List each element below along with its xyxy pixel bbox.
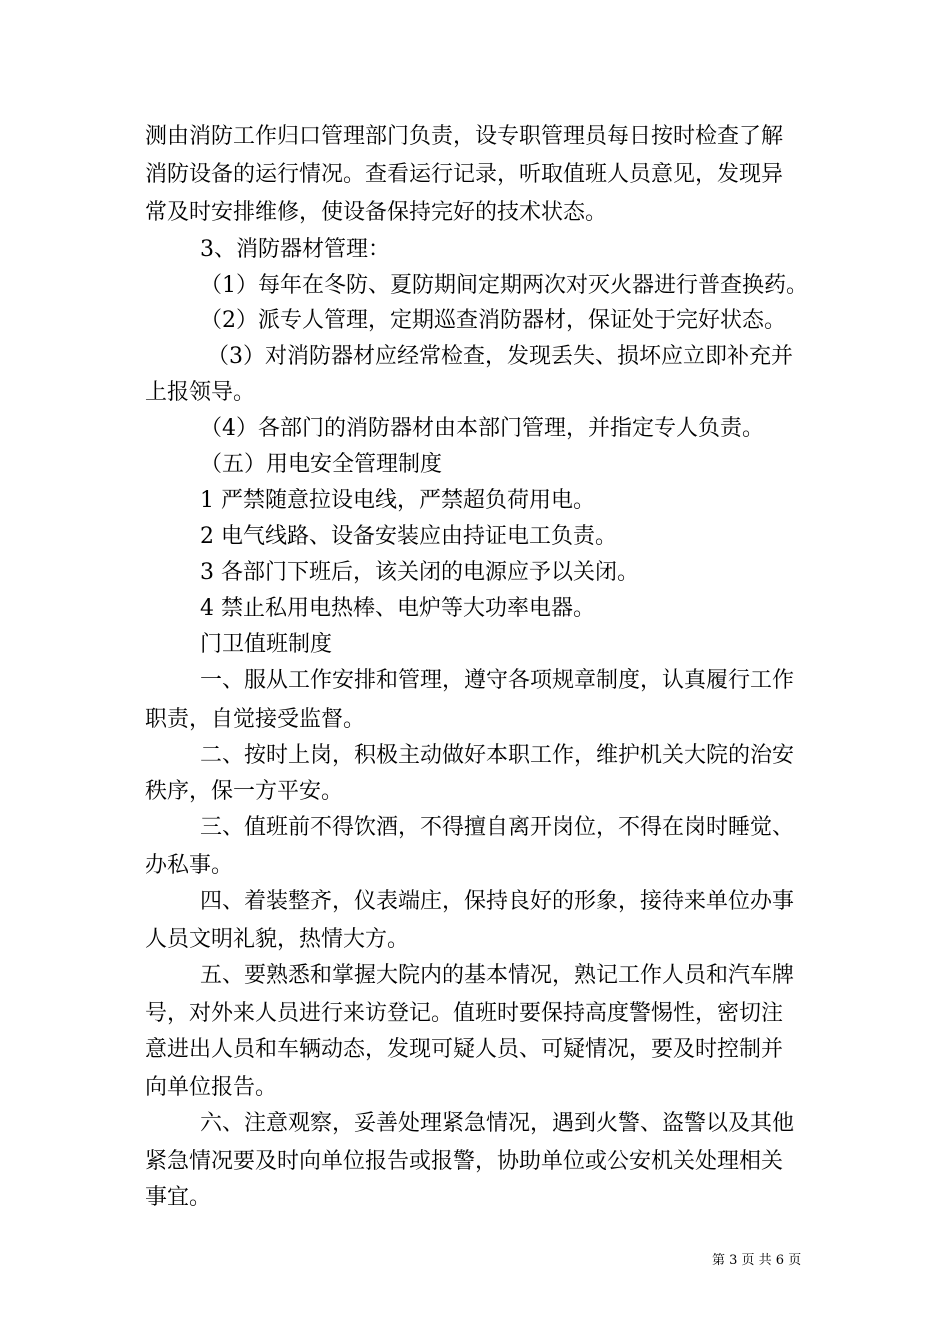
paragraph-line: 紧急情况要及时向单位报告或报警，协助单位或公安机关处理相关 [145, 1149, 784, 1174]
paragraph-line: 号，对外来人员进行来访登记。值班时要保持高度警惕性，密切注 [145, 1001, 784, 1026]
paragraph-line: 一、服从工作安排和管理，遵守各项规章制度，认真履行工作 [200, 668, 795, 693]
list-item: 2 电气线路、设备安装应由持证电工负责。 [200, 524, 617, 549]
paragraph-line: 二、按时上岗，积极主动做好本职工作，维护机关大院的治安 [200, 743, 795, 768]
paragraph-line: 三、值班前不得饮酒，不得擅自离开岗位，不得在岗时睡觉、 [200, 815, 795, 840]
paragraph-line: 向单位报告。 [145, 1075, 278, 1100]
paragraph-line: 意进出人员和车辆动态，发现可疑人员、可疑情况，要及时控制并 [145, 1037, 784, 1062]
paragraph-line: 四、着装整齐，仪表端庄，保持良好的形象，接待来单位办事 [200, 889, 795, 914]
paragraph-line: 秩序，保一方平安。 [145, 779, 344, 804]
list-item-continuation: 上报领导。 [145, 380, 256, 405]
paragraph-line: 常及时安排维修，使设备保持完好的技术状态。 [145, 200, 608, 225]
paragraph-line: 事宜。 [145, 1185, 212, 1210]
list-item: 3 各部门下班后，该关闭的电源应予以关闭。 [200, 560, 639, 585]
section-heading: 门卫值班制度 [200, 632, 333, 657]
section-heading: 3、消防器材管理： [200, 237, 390, 262]
paragraph-line: 五、要熟悉和掌握大院内的基本情况，熟记工作人员和汽车牌 [200, 963, 795, 988]
list-item: （4）各部门的消防器材由本部门管理，并指定专人负责。 [200, 416, 764, 441]
paragraph-line: 测由消防工作归口管理部门负责，设专职管理员每日按时检查了解 [145, 124, 784, 149]
paragraph-line: 办私事。 [145, 853, 234, 878]
paragraph-line: 消防设备的运行情况。查看运行记录，听取值班人员意见，发现异 [145, 162, 784, 187]
list-item: 1 严禁随意拉设电线，严禁超负荷用电。 [200, 488, 595, 513]
paragraph-line: 人员文明礼貌，热情大方。 [145, 927, 410, 952]
page-number: 第 3 页 共 6 页 [712, 1253, 802, 1268]
paragraph-line: 职责，自觉接受监督。 [145, 707, 366, 732]
list-item: （1）每年在冬防、夏防期间定期两次对灭火器进行普查换药。 [200, 273, 808, 298]
paragraph-line: 六、注意观察，妥善处理紧急情况，遇到火警、盗警以及其他 [200, 1111, 795, 1136]
list-item: （3）对消防器材应经常检查，发现丢失、损坏应立即补充并 [207, 344, 793, 369]
section-heading: （五）用电安全管理制度 [200, 452, 443, 477]
list-item: （2）派专人管理，定期巡查消防器材，保证处于完好状态。 [200, 308, 786, 333]
list-item: 4 禁止私用电热棒、电炉等大功率电器。 [200, 596, 595, 621]
